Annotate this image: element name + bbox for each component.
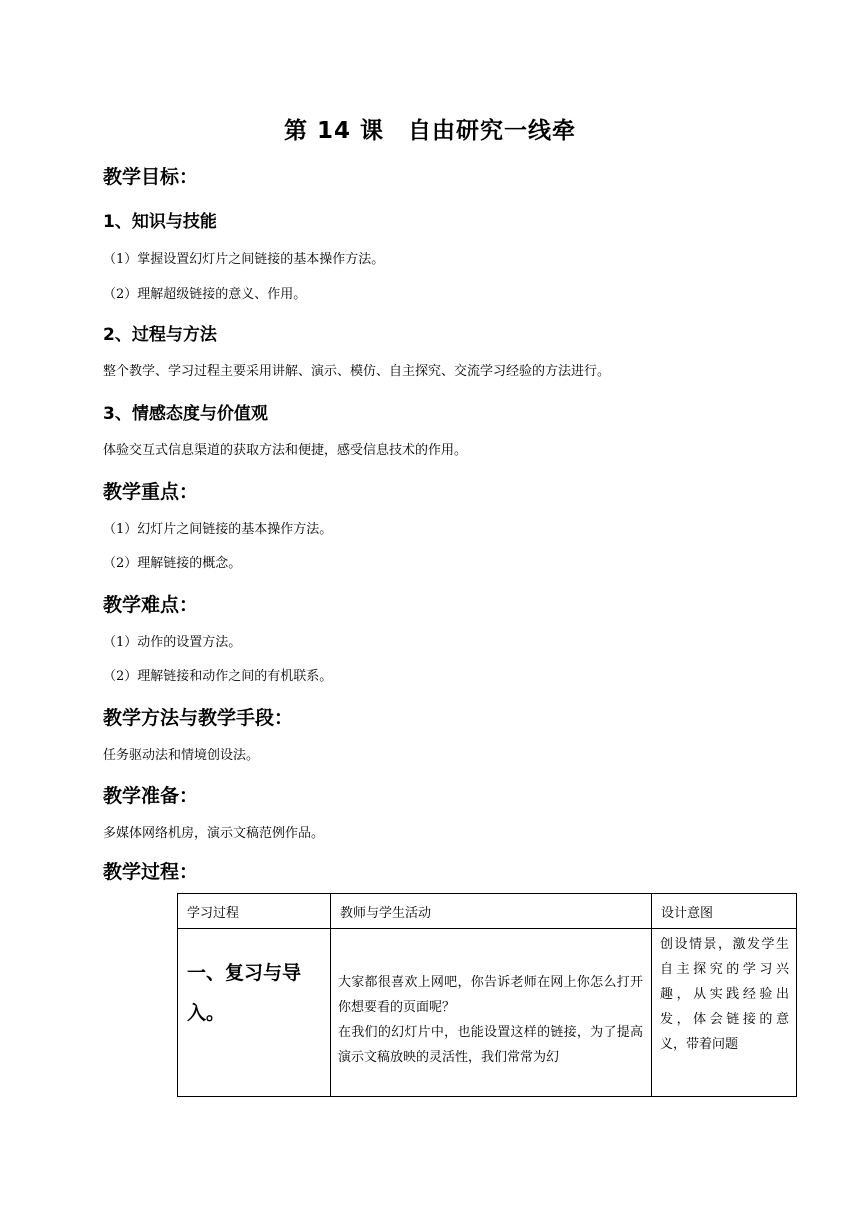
procedure-heading: 教学过程： [103, 861, 199, 883]
stage-text: 一、复习与导入。 [187, 962, 302, 1024]
knowledge-heading: 1、知识与技能 [103, 212, 217, 232]
table-header-activity: 教师与学生活动 [331, 894, 652, 929]
activity-cell [331, 929, 652, 1097]
lesson-title: 第 14 课 自由研究一线牵 [283, 118, 577, 144]
process-text: 整个教学、学习过程主要采用讲解、演示、模仿、自主探究、交流学习经验的方法进行。 [103, 364, 611, 379]
preparation-text: 多媒体网络机房，演示文稿范例作品。 [103, 826, 325, 841]
activity-paragraph: 大家都很喜欢上网吧，你告诉老师在网上你怎么打开你想要看的页面呢？ [338, 975, 643, 1015]
process-heading: 2、过程与方法 [103, 325, 217, 345]
key-point-item: （2）理解链接的概念。 [103, 556, 242, 571]
difficulty-item: （2）理解链接和动作之间的有机联系。 [103, 669, 333, 684]
table-row [178, 929, 797, 1097]
methods-heading: 教学方法与教学手段： [103, 707, 294, 729]
emotion-text: 体验交互式信息渠道的获取方法和便捷，感受信息技术的作用。 [103, 443, 468, 458]
objectives-heading: 教学目标： [103, 166, 199, 188]
knowledge-item: （2）理解超级链接的意义、作用。 [103, 287, 307, 302]
table-header-row [178, 894, 797, 929]
procedure-table [177, 893, 797, 1097]
key-points-heading: 教学重点： [103, 481, 199, 503]
methods-text: 任务驱动法和情境创设法。 [103, 748, 260, 763]
intent-text: 创设情景，激发学生自主探究的学习兴趣，从实践经验出发，体会链接的意义，带着问题 [660, 937, 789, 1052]
difficulty-item: （1）动作的设置方法。 [103, 635, 242, 650]
key-point-item: （1）幻灯片之间链接的基本操作方法。 [103, 522, 333, 537]
table-header-stage: 学习过程 [178, 894, 331, 929]
preparation-heading: 教学准备： [103, 785, 199, 807]
emotion-heading: 3、情感态度与价值观 [103, 404, 268, 424]
intent-cell [652, 929, 797, 1097]
knowledge-item: （1）掌握设置幻灯片之间链接的基本操作方法。 [103, 252, 385, 267]
activity-paragraph: 在我们的幻灯片中，也能设置这样的链接，为了提高演示文稿放映的灵活性，我们常常为幻 [338, 1025, 643, 1065]
difficulty-heading: 教学难点： [103, 594, 199, 616]
stage-cell [178, 929, 331, 1097]
table-header-intent: 设计意图 [652, 894, 797, 929]
